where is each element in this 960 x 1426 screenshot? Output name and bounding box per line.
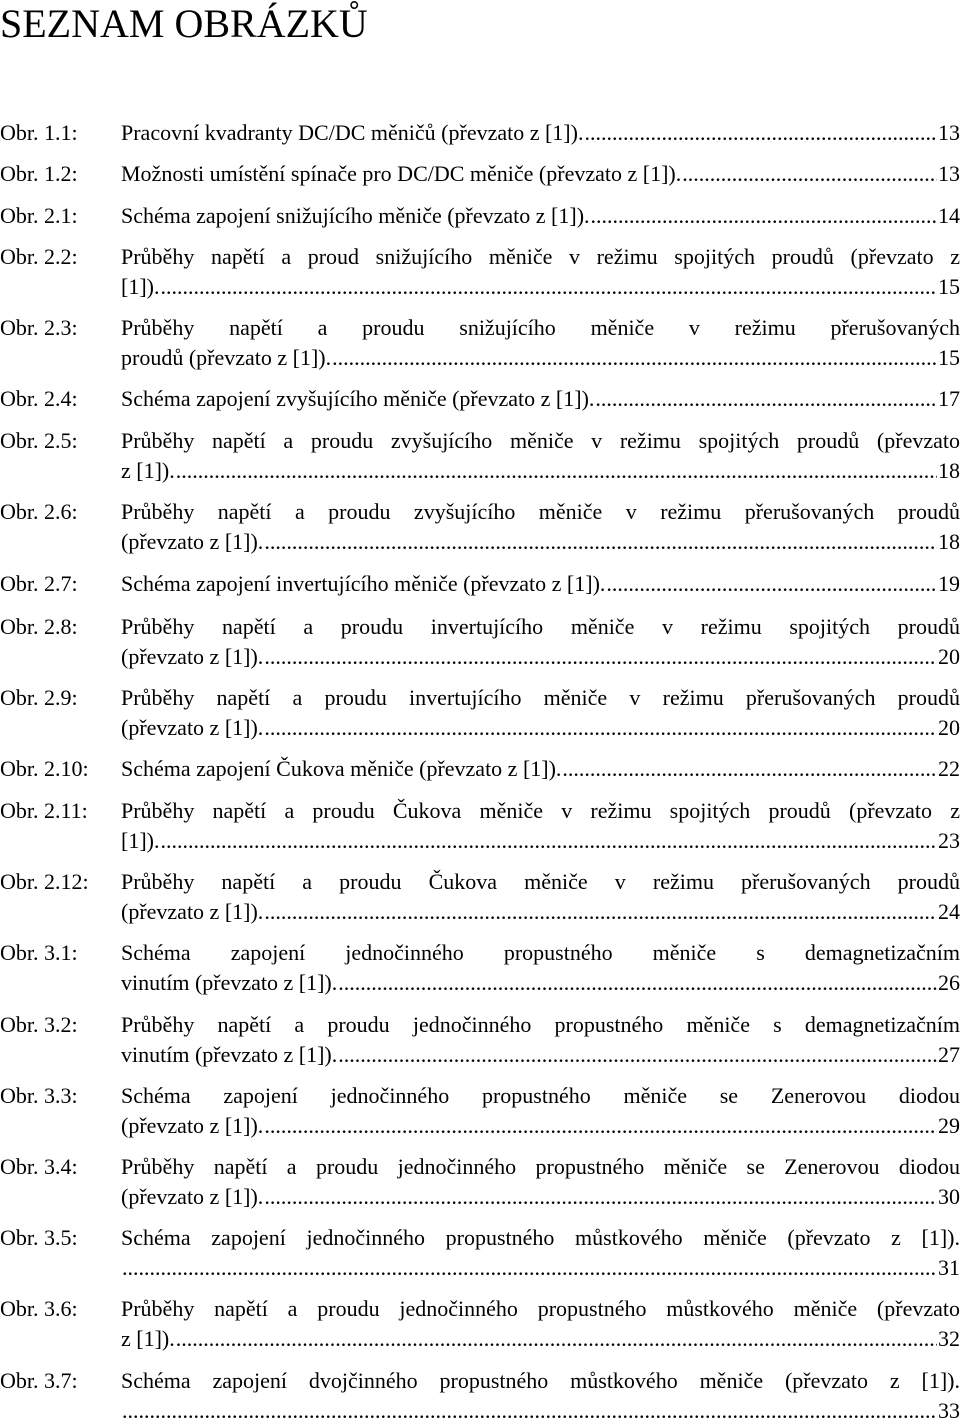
figure-number: Obr. 1.2: [0, 161, 78, 186]
figure-number: Obr. 3.6: [0, 1296, 78, 1321]
figure-number: Obr. 2.1: [0, 203, 78, 228]
dot-leader [264, 1111, 937, 1141]
caption-text: z [1]). [121, 458, 175, 483]
figure-caption [121, 201, 960, 231]
figure-caption [121, 426, 960, 486]
caption-last-line [121, 272, 960, 302]
dot-leader [584, 118, 937, 148]
caption-last-line [121, 384, 960, 414]
page-number[interactable]: 13 [938, 161, 960, 186]
figure-caption [121, 1152, 960, 1212]
caption-text: vinutím (převzato z [1]). [121, 970, 338, 995]
figure-number: Obr. 2.12: [0, 869, 89, 894]
caption-line: Průběhy napětí a proudu zvyšujícího měniče v režimu přerušovaných proudů [121, 499, 960, 524]
figure-caption [121, 1010, 960, 1070]
page-number[interactable]: 20 [938, 644, 960, 669]
figure-caption [121, 242, 960, 302]
caption-last-line [121, 1111, 960, 1141]
caption-last-line [121, 201, 960, 231]
dot-leader [591, 201, 937, 231]
caption-last-line [121, 456, 960, 486]
page-number[interactable]: 32 [938, 1326, 960, 1351]
caption-last-line [121, 754, 960, 784]
caption-text: z [1]). [121, 1326, 175, 1351]
caption-last-line [121, 569, 960, 599]
caption-text: (převzato z [1]). [121, 644, 264, 669]
caption-last-line [121, 1396, 960, 1426]
figure-number: Obr. 2.11: [0, 798, 88, 823]
page-number[interactable]: 18 [938, 529, 960, 554]
page-number[interactable]: 22 [938, 756, 960, 781]
caption-last-line [121, 118, 960, 148]
figure-number: Obr. 2.10: [0, 756, 89, 781]
dot-leader [122, 1253, 937, 1283]
figure-number: Obr. 2.9: [0, 685, 78, 710]
page-number[interactable]: 27 [938, 1042, 960, 1067]
page-number[interactable]: 15 [938, 345, 960, 370]
figure-number: Obr. 2.3: [0, 315, 78, 340]
caption-line: Průběhy napětí a proudu invertujícího měniče v režimu spojitých proudů [121, 614, 960, 639]
caption-text: (převzato z [1]). [121, 899, 264, 924]
caption-last-line [121, 713, 960, 743]
caption-text: Pracovní kvadranty DC/DC měničů (převzato z [1]). [121, 120, 584, 145]
dot-leader [562, 754, 937, 784]
figure-caption [121, 384, 960, 414]
caption-line: Schéma zapojení dvojčinného propustného můstkového měniče (převzato z [1]). [121, 1368, 960, 1393]
page-number[interactable]: 20 [938, 715, 960, 740]
page-number[interactable]: 15 [938, 274, 960, 299]
caption-text: (převzato z [1]). [121, 529, 264, 554]
caption-text: Možnosti umístění spínače pro DC/DC měniče (převzato z [1]). [121, 161, 682, 186]
caption-text: (převzato z [1]). [121, 715, 264, 740]
figure-caption [121, 612, 960, 672]
caption-last-line [121, 897, 960, 927]
caption-last-line [121, 527, 960, 557]
caption-line: Průběhy napětí a proudu zvyšujícího měniče v režimu spojitých proudů (převzato [121, 428, 960, 453]
caption-last-line [121, 826, 960, 856]
caption-line: Průběhy napětí a proudu snižujícího měniče v režimu přerušovaných [121, 315, 960, 340]
dot-leader [338, 1040, 937, 1070]
dot-leader [264, 897, 937, 927]
figure-caption [121, 1081, 960, 1141]
figure-number: Obr. 2.8: [0, 614, 78, 639]
dot-leader [264, 713, 937, 743]
figure-caption [121, 938, 960, 998]
caption-last-line [121, 159, 960, 189]
figure-caption [121, 1294, 960, 1354]
dot-leader [264, 1182, 937, 1212]
dot-leader [160, 272, 937, 302]
figure-caption [121, 683, 960, 743]
caption-line: Průběhy napětí a proudu jednočinného propustného můstkového měniče (převzato [121, 1296, 960, 1321]
figure-number: Obr. 3.4: [0, 1154, 78, 1179]
page-number[interactable]: 29 [938, 1113, 960, 1138]
dot-leader [264, 527, 937, 557]
page-number[interactable]: 14 [938, 203, 960, 228]
caption-line: Schéma zapojení jednočinného propustného můstkového měniče (převzato z [1]). [121, 1225, 960, 1250]
figure-number: Obr. 3.5: [0, 1225, 78, 1250]
caption-line: Průběhy napětí a proudu jednočinného propustného měniče s demagnetizačním [121, 1012, 960, 1037]
figure-number: Obr. 2.5: [0, 428, 78, 453]
caption-text: Schéma zapojení zvyšujícího měniče (převzato z [1]). [121, 386, 595, 411]
page-number[interactable]: 23 [938, 828, 960, 853]
figure-caption [121, 1223, 960, 1283]
dot-leader [176, 1324, 937, 1354]
page-title: SEZNAM OBRÁZKŮ [0, 1, 368, 46]
figure-number: Obr. 3.3: [0, 1083, 78, 1108]
dot-leader [122, 1396, 937, 1426]
page-number[interactable]: 24 [938, 899, 960, 924]
figure-number: Obr. 2.2: [0, 244, 78, 269]
figure-caption [121, 1366, 960, 1426]
figure-number: Obr. 1.1: [0, 120, 78, 145]
figure-caption [121, 118, 960, 148]
caption-text: (převzato z [1]). [121, 1184, 264, 1209]
caption-last-line [121, 1182, 960, 1212]
dot-leader [176, 456, 937, 486]
caption-text: Schéma zapojení Čukova měniče (převzato z [1]). [121, 756, 562, 781]
caption-last-line [121, 642, 960, 672]
page-number[interactable]: 33 [938, 1398, 960, 1423]
figure-caption [121, 159, 960, 189]
figure-caption [121, 497, 960, 557]
dot-leader [264, 642, 937, 672]
figure-caption [121, 867, 960, 927]
caption-text: [1]). [121, 828, 160, 853]
figure-number: Obr. 2.6: [0, 499, 78, 524]
figure-caption [121, 313, 960, 373]
page-number[interactable]: 30 [938, 1184, 960, 1209]
dot-leader [332, 343, 937, 373]
caption-line: Schéma zapojení jednočinného propustného měniče s demagnetizačním [121, 940, 960, 965]
caption-line: Průběhy napětí a proudu Čukova měniče v režimu spojitých proudů (převzato z [121, 798, 960, 823]
caption-text: proudů (převzato z [1]). [121, 345, 332, 370]
figure-number: Obr. 3.7: [0, 1368, 78, 1393]
dot-leader [606, 569, 937, 599]
dot-leader [682, 159, 937, 189]
figure-number: Obr. 3.2: [0, 1012, 78, 1037]
page-number[interactable]: 26 [938, 970, 960, 995]
figure-number: Obr. 2.7: [0, 571, 78, 596]
caption-text: Schéma zapojení snižujícího měniče (převzato z [1]). [121, 203, 590, 228]
page-number[interactable]: 17 [938, 386, 960, 411]
figure-caption [121, 569, 960, 599]
caption-line: Průběhy napětí a proud snižujícího měniče v režimu spojitých proudů (převzato z [121, 244, 960, 269]
caption-text: (převzato z [1]). [121, 1113, 264, 1138]
figure-number: Obr. 3.1: [0, 940, 78, 965]
dot-leader [338, 968, 937, 998]
caption-last-line [121, 968, 960, 998]
page-number[interactable]: 18 [938, 458, 960, 483]
caption-line: Schéma zapojení jednočinného propustného měniče se Zenerovou diodou [121, 1083, 960, 1108]
caption-last-line [121, 1040, 960, 1070]
caption-text: Schéma zapojení invertujícího měniče (převzato z [1]). [121, 571, 606, 596]
caption-text: vinutím (převzato z [1]). [121, 1042, 338, 1067]
page-number[interactable]: 13 [938, 120, 960, 145]
figure-caption [121, 796, 960, 856]
dot-leader [160, 826, 937, 856]
caption-last-line [121, 1324, 960, 1354]
caption-last-line [121, 343, 960, 373]
caption-line: Průběhy napětí a proudu invertujícího měniče v režimu přerušovaných proudů [121, 685, 960, 710]
figure-caption [121, 754, 960, 784]
caption-last-line [121, 1253, 960, 1283]
dot-leader [595, 384, 937, 414]
page-number[interactable]: 31 [938, 1255, 960, 1280]
caption-text: [1]). [121, 274, 160, 299]
caption-line: Průběhy napětí a proudu Čukova měniče v režimu přerušovaných proudů [121, 869, 960, 894]
figure-number: Obr. 2.4: [0, 386, 78, 411]
page-number[interactable]: 19 [938, 571, 960, 596]
caption-line: Průběhy napětí a proudu jednočinného propustného měniče se Zenerovou diodou [121, 1154, 960, 1179]
